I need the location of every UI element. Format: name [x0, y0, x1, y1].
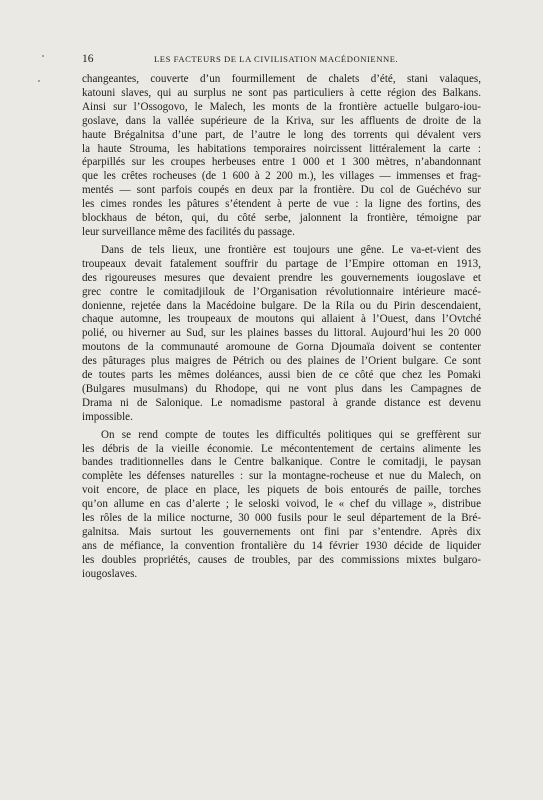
text-line: Dans de tels lieux, une frontière est toujours une gêne. Le va-et-vient des — [101, 243, 481, 256]
text-line: les rôles de la milice nocturne, 30 000 fusils pour le seul département de la Bré- — [82, 512, 481, 525]
text-line: polié, ou hiverner au Sud, sur les plaines basses du littoral. Aujourd’hui les 20 000 — [82, 327, 481, 340]
paragraph — [82, 429, 481, 582]
text-line: chaque automne, les troupeaux de moutons qui allaient à l’Ouest, dans l’Ovtché — [82, 313, 481, 326]
text-line: Drama ni de Salonique. Le nomadisme pastoral à grande distance est devenu — [82, 396, 481, 409]
paragraph — [82, 244, 481, 425]
text-line: des pâturages plus maigres de Pétrich ou des plaines de l’Orient bulgare. Ce sont — [82, 355, 481, 368]
running-title: LES FACTEURS DE LA CIVILISATION MACÉDONIENNE. — [154, 54, 399, 64]
page-header — [82, 52, 482, 66]
text-line: troupeaux devait fatalement souffrir du partage de l’Empire ottoman en 1913, — [82, 257, 481, 270]
text-line: goslave, dans la vallée supérieure de la Kriva, sur les affluents de droite de la — [82, 114, 481, 127]
text-line: haute Brégalnitsa d’une part, de l’autre le long des torrents qui dévalent vers — [82, 128, 481, 141]
text-line: complète les défenses naturelles : sur la montagne-rocheuse et nue du Malech, on — [82, 470, 481, 483]
text-line: voit encore, de place en place, les piquets de bois entourés de paille, torches — [82, 484, 481, 497]
print-speck — [42, 55, 44, 57]
text-line: des rigoureuses mesures que devaient prendre les gouvernements iougoslave et — [82, 271, 481, 284]
text-line: qu’on allume en cas d’alerte ; le seloski voivod, le « chef du village », distribue — [82, 498, 481, 511]
text-line: Ainsi sur l’Ossogovo, le Malech, les monts de la frontière actuelle bulgaro-iou- — [82, 100, 481, 113]
text-line: les cimes rondes les pâtures s’étendent à perte de vue : la ligne des fortins, des — [82, 198, 481, 211]
paragraph — [82, 73, 481, 240]
text-line: changeantes, couverte d’un fourmillement de chalets d’été, stani valaques, — [82, 73, 481, 85]
text-line: impossible. — [82, 410, 133, 423]
page-number: 16 — [82, 53, 94, 65]
text-line: iougoslaves. — [82, 567, 138, 580]
text-line: les débris de la vieille économie. Le mécontentement de certains alimente les — [82, 442, 481, 455]
text-line: (Bulgares musulmans) du Rhodope, qui ne vont plus dans les Campagnes de — [82, 382, 481, 395]
text-line: On se rend compte de toutes les difficultés politiques qui se greffèrent sur — [101, 428, 481, 441]
text-line: les doubles propriétés, causes de troubles, par des commissions mixtes bulgaro- — [82, 553, 481, 566]
text-line: éparpillés sur les croupes herbeuses entre 1 000 et 1 300 mètres, n’abandonnant — [82, 156, 481, 169]
text-line: ans de méfiance, la convention frontalière du 14 février 1930 décide de liquider — [82, 539, 481, 552]
text-line: galnitsa. Mais surtout les gouvernements ont fini par s’entendre. Après dix — [82, 526, 481, 538]
text-line: la haute Strouma, les habitations temporaires noircissent littéralement la carte : — [82, 142, 481, 155]
text-line: que les crêtes rocheuses (de 1 600 à 2 200 m.), les villages — immenses et frag- — [82, 170, 481, 183]
body-text — [82, 73, 481, 582]
text-line: blockhaus de béton, qui, du côté serbe, jalonnent la frontière, témoigne par — [82, 212, 481, 225]
text-line: leur surveillance même des facilités du passage. — [82, 225, 295, 238]
text-line: bandes traditionnelles dans le Centre balkanique. Contre le comitadji, le paysan — [82, 456, 481, 469]
text-line: grec contre le comitadjilouk de l’Organisation révolutionnaire intérieure macé- — [82, 285, 481, 298]
text-line: mentés — sont parfois coupés en deux par la frontière. Du col de Guéchévo sur — [82, 184, 481, 197]
text-line: donienne, rejetée dans la Macédoine bulgare. De la Rila ou du Pirin descendaient, — [82, 299, 481, 312]
text-line: katouni slaves, qui au surplus ne sont pas particuliers à cette région des Balkans. — [82, 86, 481, 99]
text-line: de toutes parts les mêmes doléances, aussi bien de ce côté que chez les Pomaki — [82, 369, 481, 382]
text-line: moutons de la communauté aromoune de Gorna Djoumaïa doivent se contenter — [82, 341, 481, 354]
print-speck — [38, 80, 40, 82]
